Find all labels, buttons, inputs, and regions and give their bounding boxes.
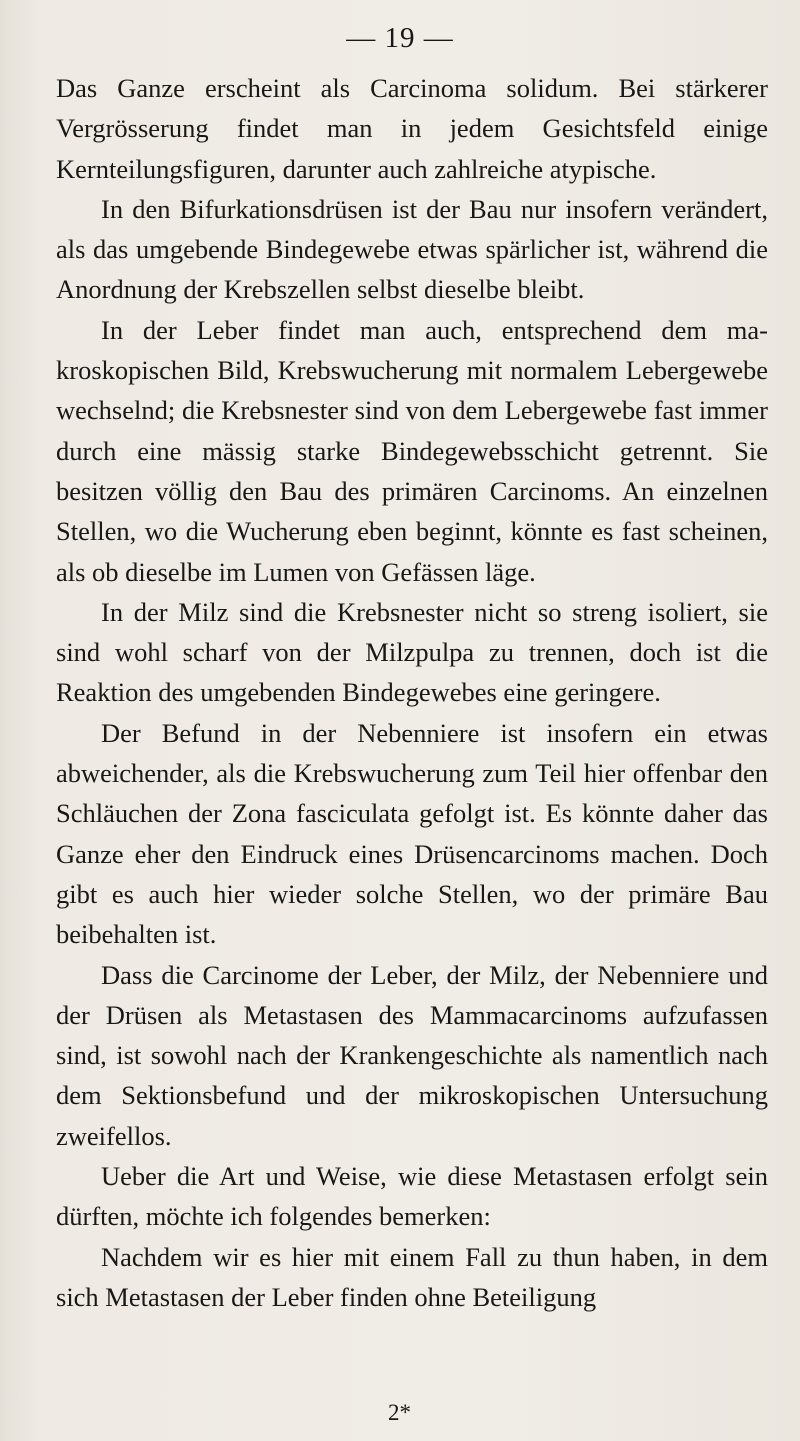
paragraph: Ueber die Art und Weise, wie diese Metastasen erfolgt sein dürften, möchte ich folgendes bemerken: xyxy=(56,1161,768,1232)
paragraph: Der Befund in der Nebenniere ist insofern ein etwas abweichender, als die Krebswucherung zum Teil hier offenbar den Schläuchen der Zona fasciculata gefolgt ist. Es könnte daher das Ganze eher den Eindruck eines Drüsencarcinoms machen. Doch gibt es auch hier wieder solche Stellen, wo der primäre Bau beibehalten ist. xyxy=(56,717,768,950)
paragraph: In den Bifurkationsdrüsen ist der Bau nur insofern verändert, als das umgebende Bindegewebe etwas spärlicher ist, während die Anordnung der Krebszellen selbst dieselbe bleibt. xyxy=(56,193,768,305)
paragraph: Das Ganze erscheint als Carcinoma solidum. Bei stärkerer Vergrösserung findet man in jedem Gesichtsfeld einige Kernteilungsfiguren, darunter auch zahlreiche atypische. xyxy=(56,73,768,184)
paragraph: In der Leber findet man auch, entsprechend dem makroskopischen Bild, Krebswucherung mit normalem Lebergewebe wechselnd; die Krebsnester sind von dem Lebergewebe fast immer durch eine mässig starke Bindegewebsschicht getrennt. Sie besitzen völlig den Bau des primären Carcinoms. An einzelnen Stellen, wo die Wucherung eben beginnt, könnte es fast scheinen, als ob dieselbe im Lumen von Gefässen läge. xyxy=(56,314,768,587)
page-number: — 19 — xyxy=(346,22,454,54)
signature-mark: 2* xyxy=(388,1400,411,1425)
paragraph: Dass die Carcinome der Leber, der Milz, der Nebenniere und der Drüsen als Metastasen des Mammacarcinoms aufzufassen sind, ist sowohl nach der Krankengeschichte als namentlich nach dem Sektionsbefund und der mikroskopischen Untersuchung zweifellos. xyxy=(56,959,768,1151)
paragraph: Nachdem wir es hier mit einem Fall zu thun haben, in dem sich Metastasen der Leber finden ohne Beteiligung xyxy=(56,1241,768,1312)
paragraph: In der Milz sind die Krebsnester nicht so streng isoliert, sie sind wohl scharf von der Milzpulpa zu trennen, doch ist die Reaktion des umgebenden Bindegewebes eine geringere. xyxy=(56,596,768,708)
body-text xyxy=(56,68,768,1317)
